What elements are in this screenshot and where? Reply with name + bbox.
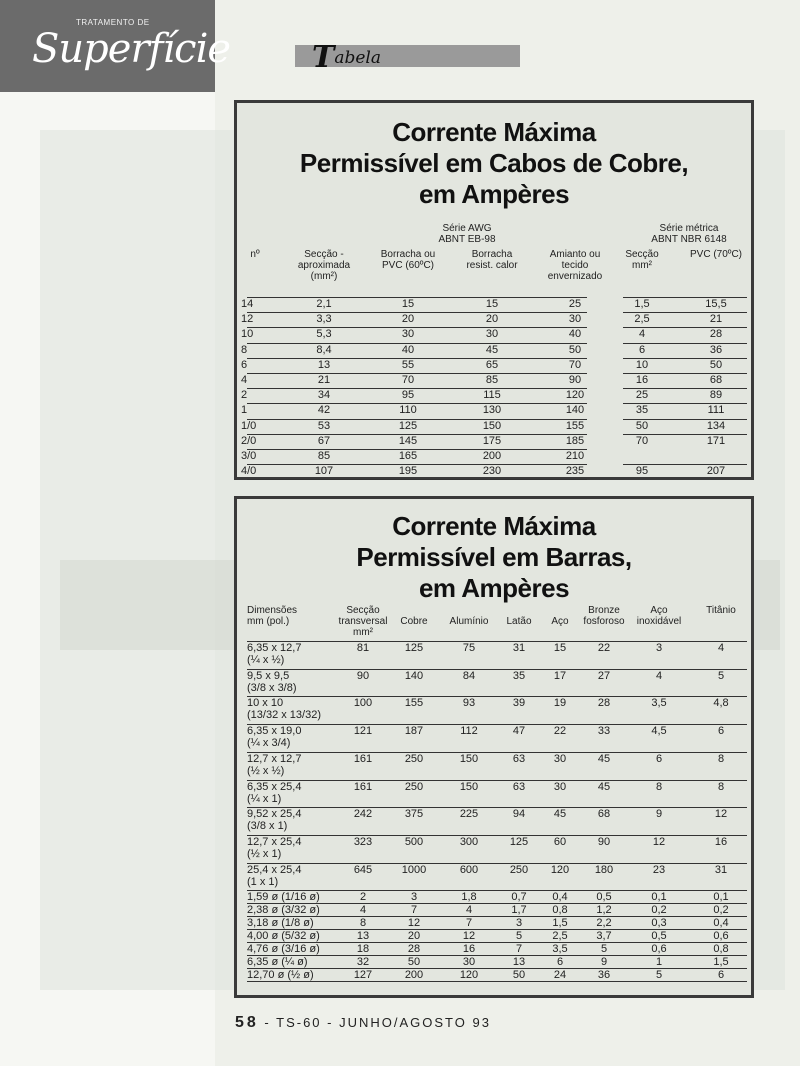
cell-titanium: 31 (714, 863, 728, 876)
cell-asbestos: 50 (568, 343, 582, 356)
cell-gauge: 14 (241, 298, 254, 310)
cell-titanium: 12 (714, 808, 728, 821)
cell-rubber: 130 (482, 404, 502, 417)
col-header-rubber: Borracha resist. calor (466, 249, 518, 271)
cell-cross-section: 4 (359, 904, 367, 917)
cell-metric-section: 70 (635, 434, 649, 447)
cell-pvc60: 145 (398, 434, 418, 447)
cell-cross-section: 127 (353, 969, 373, 982)
cell-brass: 31 (512, 642, 526, 654)
cell-pvc60: 30 (401, 328, 415, 341)
cell-dimensions: 25,4 x 25,4 (1 x 1) (247, 863, 302, 888)
cell-bronze: 27 (597, 669, 611, 682)
col-header-copper: Cobre (400, 616, 428, 627)
cell-section: 13 (317, 358, 331, 371)
cell-stainless: 3 (655, 642, 663, 654)
cell-titanium: 5 (717, 669, 725, 682)
cell-brass: 0,7 (511, 891, 527, 904)
cell-steel: 60 (553, 835, 567, 848)
cell-brass: 35 (512, 669, 526, 682)
cell-bronze: 90 (597, 835, 611, 848)
cell-copper: 140 (404, 669, 424, 682)
col-header-cross-section: Secção transversal mm² (338, 605, 388, 638)
cell-bronze: 9 (600, 956, 608, 969)
cell-rubber: 15 (485, 298, 499, 310)
cell-titanium: 0,1 (713, 891, 729, 904)
awg-group-header: Série AWG ABNT EB-98 (438, 223, 496, 245)
cell-steel: 0,4 (552, 891, 568, 904)
col-header-section: Secção - aproximada (mm²) (297, 249, 351, 282)
cell-stainless: 0,6 (651, 943, 667, 956)
cell-bronze: 68 (597, 808, 611, 821)
cell-brass: 250 (509, 863, 529, 876)
cell-pvc60: 15 (401, 298, 415, 310)
cell-aluminium: 75 (462, 642, 476, 654)
cell-steel: 30 (553, 780, 567, 793)
cell-dimensions: 6,35 x 19,0 (¼ x 3/4) (247, 725, 302, 750)
cell-titanium: 6 (717, 725, 725, 738)
section-label-rest: abela (334, 48, 381, 68)
cell-copper: 200 (404, 969, 424, 982)
cell-aluminium: 120 (459, 969, 479, 982)
col-header-pvc70: PVC (70ºC) (690, 249, 742, 260)
cell-copper: 250 (404, 780, 424, 793)
cell-copper: 125 (404, 642, 424, 654)
cell-stainless: 8 (655, 780, 663, 793)
cell-bronze: 36 (597, 969, 611, 982)
cell-aluminium: 4 (465, 904, 473, 917)
cell-dimensions: 6,35 x 12,7 (¼ x ½) (247, 642, 302, 666)
cell-section: 5,3 (316, 328, 332, 341)
cell-asbestos: 120 (565, 389, 585, 402)
cell-dimensions: 9,5 x 9,5 (3/8 x 3/8) (247, 669, 297, 694)
cell-metric-section: 6 (638, 343, 646, 356)
cell-bronze: 2,2 (596, 917, 612, 930)
cell-copper: 20 (407, 930, 421, 943)
metric-group-header: Série métrica ABNT NBR 6148 (651, 223, 727, 245)
cell-gauge: 2/0 (241, 434, 257, 447)
cell-stainless: 0,2 (651, 904, 667, 917)
cell-aluminium: 30 (462, 956, 476, 969)
cell-aluminium: 16 (462, 943, 476, 956)
cell-steel: 19 (553, 697, 567, 710)
cell-section: 67 (317, 434, 331, 447)
col-header-gauge: nº (250, 249, 260, 260)
cell-aluminium: 12 (462, 930, 476, 943)
cell-dimensions: 2,38 ø (3/32 ø) (247, 904, 320, 917)
cell-brass: 63 (512, 752, 526, 765)
cell-rubber: 150 (482, 419, 502, 432)
cell-metric-section: 25 (635, 389, 649, 402)
cell-metric-section: 50 (635, 419, 649, 432)
cell-titanium: 6 (717, 969, 725, 982)
row-divider (247, 981, 747, 982)
cell-cross-section: 18 (356, 943, 370, 956)
cell-asbestos: 90 (568, 374, 582, 386)
cell-asbestos: 210 (565, 450, 585, 462)
cell-rubber: 200 (482, 450, 502, 462)
cell-pvc70: 21 (709, 313, 723, 326)
cell-dimensions: 4,00 ø (5/32 ø) (247, 930, 320, 943)
section-label (312, 40, 381, 75)
issue-info: - TS-60 - JUNHO/AGOSTO 93 (264, 1015, 491, 1030)
cell-brass: 47 (512, 725, 526, 738)
section-initial: T (312, 40, 335, 75)
cell-aluminium: 300 (459, 835, 479, 848)
cell-section: 21 (317, 374, 331, 386)
cell-brass: 13 (512, 956, 526, 969)
cell-stainless: 12 (652, 835, 666, 848)
cell-stainless: 4 (655, 669, 663, 682)
cell-brass: 39 (512, 697, 526, 710)
cell-metric-section: 1,5 (634, 298, 650, 310)
cell-titanium: 4,8 (713, 697, 729, 710)
cell-brass: 50 (512, 969, 526, 982)
cell-cross-section: 13 (356, 930, 370, 943)
cell-brass: 63 (512, 780, 526, 793)
cell-asbestos: 140 (565, 404, 585, 417)
col-header-pvc60: Borracha ou PVC (60ºC) (380, 249, 436, 271)
cell-titanium: 4 (717, 642, 725, 654)
cell-titanium: 0,2 (713, 904, 729, 917)
cell-pvc70: 28 (709, 328, 723, 341)
cell-copper: 3 (410, 891, 418, 904)
cell-pvc70: 15,5 (705, 298, 727, 310)
cell-titanium: 1,5 (713, 956, 729, 969)
cell-section: 85 (317, 450, 331, 462)
cell-bronze: 45 (597, 780, 611, 793)
cell-metric-section: 95 (635, 465, 649, 478)
cell-titanium: 0,6 (713, 930, 729, 943)
cell-dimensions: 12,7 x 12,7 (½ x ½) (247, 752, 302, 777)
cell-steel: 30 (553, 752, 567, 765)
cell-section: 34 (317, 389, 331, 402)
cell-stainless: 3,5 (651, 697, 667, 710)
cell-dimensions: 6,35 ø (¼ ø) (247, 956, 308, 969)
cell-cross-section: 2 (359, 891, 367, 904)
col-header-bronze: Bronze fosforoso (583, 605, 625, 627)
cell-pvc70: 111 (707, 404, 725, 417)
cell-rubber: 85 (485, 374, 499, 386)
cell-pvc70: 36 (709, 343, 723, 356)
cell-pvc60: 110 (399, 404, 417, 417)
copper-table-title: Corrente Máxima Permissível em Cabos de Cobre, em Ampères (299, 117, 689, 209)
cell-pvc60: 95 (401, 389, 415, 402)
cell-steel: 0,8 (552, 904, 568, 917)
cell-pvc70: 68 (709, 374, 723, 386)
cell-metric-section: 4 (638, 328, 646, 341)
cell-bronze: 22 (597, 642, 611, 654)
cell-cross-section: 645 (353, 863, 373, 876)
cell-bronze: 33 (597, 725, 611, 738)
logo-subtitle: TRATAMENTO DE (76, 18, 150, 27)
cell-stainless: 0,5 (651, 930, 667, 943)
cell-stainless: 5 (655, 969, 663, 982)
cell-copper: 12 (407, 917, 421, 930)
cell-titanium: 0,4 (713, 917, 729, 930)
cell-gauge: 4/0 (241, 465, 257, 478)
cell-cross-section: 81 (356, 642, 370, 654)
cell-section: 8,4 (316, 343, 332, 356)
cell-cross-section: 242 (353, 808, 373, 821)
cell-copper: 375 (404, 808, 424, 821)
cell-bronze: 0,5 (596, 891, 612, 904)
cell-stainless: 23 (652, 863, 666, 876)
bar-table (234, 496, 754, 998)
col-header-titanium: Titânio (706, 605, 736, 616)
cell-stainless: 0,1 (651, 891, 667, 904)
cell-brass: 3 (515, 917, 523, 930)
cell-dimensions: 12,7 x 25,4 (½ x 1) (247, 835, 302, 860)
cell-section: 42 (317, 404, 331, 417)
cell-aluminium: 150 (459, 752, 479, 765)
cell-copper: 155 (404, 697, 424, 710)
page-footer (235, 1014, 491, 1032)
cell-pvc60: 40 (401, 343, 415, 356)
cell-rubber: 30 (485, 328, 499, 341)
col-header-steel: Aço (551, 616, 569, 627)
cell-pvc70: 171 (706, 434, 726, 447)
cell-steel: 45 (553, 808, 567, 821)
cell-cross-section: 100 (353, 697, 373, 710)
cell-pvc70: 89 (709, 389, 723, 402)
cell-section: 107 (314, 465, 334, 478)
cell-steel: 1,5 (552, 917, 568, 930)
cell-gauge: 8 (241, 343, 248, 356)
cell-section: 53 (317, 419, 331, 432)
cell-stainless: 9 (655, 808, 663, 821)
cell-pvc70: 134 (706, 419, 726, 432)
cell-dimensions: 4,76 ø (3/16 ø) (247, 943, 320, 956)
cell-gauge: 10 (241, 328, 254, 341)
cell-gauge: 6 (241, 358, 248, 371)
cell-titanium: 0,8 (713, 943, 729, 956)
cell-stainless: 1 (655, 956, 663, 969)
cell-gauge: 1/0 (241, 419, 257, 432)
cell-steel: 2,5 (552, 930, 568, 943)
cell-aluminium: 1,8 (461, 891, 477, 904)
col-header-dimensions: Dimensões mm (pol.) (247, 605, 298, 627)
cell-aluminium: 225 (459, 808, 479, 821)
cell-cross-section: 161 (353, 780, 373, 793)
cell-cross-section: 121 (353, 725, 373, 738)
cell-brass: 7 (515, 943, 523, 956)
cell-asbestos: 185 (565, 434, 585, 447)
cell-cross-section: 32 (356, 956, 370, 969)
cell-brass: 1,7 (511, 904, 527, 917)
cell-rubber: 175 (482, 434, 502, 447)
bar-table-title: Corrente Máxima Permissível em Barras, em Ampères (356, 511, 632, 603)
cell-pvc60: 165 (398, 450, 418, 462)
cell-gauge: 4 (241, 374, 248, 386)
cell-copper: 250 (404, 752, 424, 765)
col-header-aluminium: Alumínio (449, 616, 489, 627)
cell-dimensions: 9,52 x 25,4 (3/8 x 1) (247, 808, 302, 833)
cell-bronze: 1,2 (596, 904, 612, 917)
cell-dimensions: 1,59 ø (1/16 ø) (247, 891, 320, 904)
cell-rubber: 230 (482, 465, 502, 478)
cell-titanium: 16 (714, 835, 728, 848)
cell-aluminium: 600 (459, 863, 479, 876)
cell-asbestos: 235 (565, 465, 585, 478)
cell-titanium: 8 (717, 780, 725, 793)
cell-asbestos: 40 (568, 328, 582, 341)
cell-section: 3,3 (316, 313, 332, 326)
cell-pvc60: 195 (398, 465, 418, 478)
cell-dimensions: 10 x 10 (13/32 x 13/32) (247, 697, 321, 722)
cell-steel: 15 (553, 642, 567, 654)
cell-stainless: 0,3 (651, 917, 667, 930)
cell-aluminium: 150 (459, 780, 479, 793)
cell-aluminium: 112 (460, 725, 478, 738)
cell-section: 2,1 (316, 298, 332, 310)
cell-brass: 5 (515, 930, 523, 943)
cell-copper: 500 (404, 835, 424, 848)
cell-bronze: 5 (600, 943, 608, 956)
cell-aluminium: 93 (462, 697, 476, 710)
cell-stainless: 6 (655, 752, 663, 765)
cell-copper: 28 (407, 943, 421, 956)
page-number: 58 (235, 1014, 259, 1031)
cell-copper: 1000 (401, 863, 427, 876)
cell-bronze: 28 (597, 697, 611, 710)
cell-pvc60: 55 (401, 358, 415, 371)
cell-pvc60: 125 (398, 419, 418, 432)
cell-gauge: 12 (241, 313, 254, 326)
cell-metric-section: 10 (635, 358, 649, 371)
cell-steel: 17 (553, 669, 567, 682)
cell-steel: 22 (553, 725, 567, 738)
cell-rubber: 20 (485, 313, 499, 326)
cell-pvc70: 207 (706, 465, 726, 478)
cell-rubber: 45 (485, 343, 499, 356)
cell-metric-section: 2,5 (634, 313, 650, 326)
cell-copper: 7 (410, 904, 418, 917)
col-header-brass: Latão (506, 616, 532, 627)
cell-pvc70: 50 (709, 358, 723, 371)
cell-bronze: 180 (594, 863, 614, 876)
cell-stainless: 4,5 (651, 725, 667, 738)
cell-titanium: 8 (717, 752, 725, 765)
cell-aluminium: 84 (462, 669, 476, 682)
cell-steel: 6 (556, 956, 564, 969)
cell-brass: 125 (509, 835, 529, 848)
cell-asbestos: 25 (568, 298, 582, 310)
magazine-logo: Superfície (32, 26, 231, 72)
cell-dimensions: 12,70 ø (½ ø) (247, 969, 314, 982)
copper-cable-table (234, 100, 754, 480)
col-header-asbestos: Amianto ou tecido envernizado (547, 249, 603, 282)
cell-metric-section: 16 (635, 374, 649, 386)
cell-cross-section: 323 (353, 835, 373, 848)
cell-aluminium: 7 (465, 917, 473, 930)
row-divider (247, 479, 587, 480)
cell-cross-section: 8 (359, 917, 367, 930)
cell-gauge: 3/0 (241, 450, 257, 462)
cell-steel: 3,5 (552, 943, 568, 956)
cell-dimensions: 6,35 x 25,4 (¼ x 1) (247, 780, 302, 805)
cell-brass: 94 (512, 808, 526, 821)
cell-bronze: 45 (597, 752, 611, 765)
cell-dimensions: 3,18 ø (1/8 ø) (247, 917, 314, 930)
cell-pvc60: 70 (401, 374, 415, 386)
cell-cross-section: 90 (356, 669, 370, 682)
cell-steel: 120 (550, 863, 570, 876)
cell-gauge: 2 (241, 389, 248, 402)
col-header-stainless: Aço inoxidável (636, 605, 682, 627)
cell-steel: 24 (553, 969, 567, 982)
cell-metric-section: 35 (635, 404, 649, 417)
cell-gauge: 1 (241, 404, 248, 417)
cell-asbestos: 70 (568, 358, 582, 371)
cell-copper: 187 (404, 725, 424, 738)
cell-cross-section: 161 (353, 752, 373, 765)
cell-copper: 50 (407, 956, 421, 969)
col-header-metric-section: Secção mm² (625, 249, 659, 271)
cell-rubber: 65 (485, 358, 499, 371)
cell-pvc60: 20 (401, 313, 415, 326)
cell-asbestos: 155 (565, 419, 585, 432)
cell-asbestos: 30 (568, 313, 582, 326)
cell-rubber: 115 (483, 389, 501, 402)
cell-bronze: 3,7 (596, 930, 612, 943)
